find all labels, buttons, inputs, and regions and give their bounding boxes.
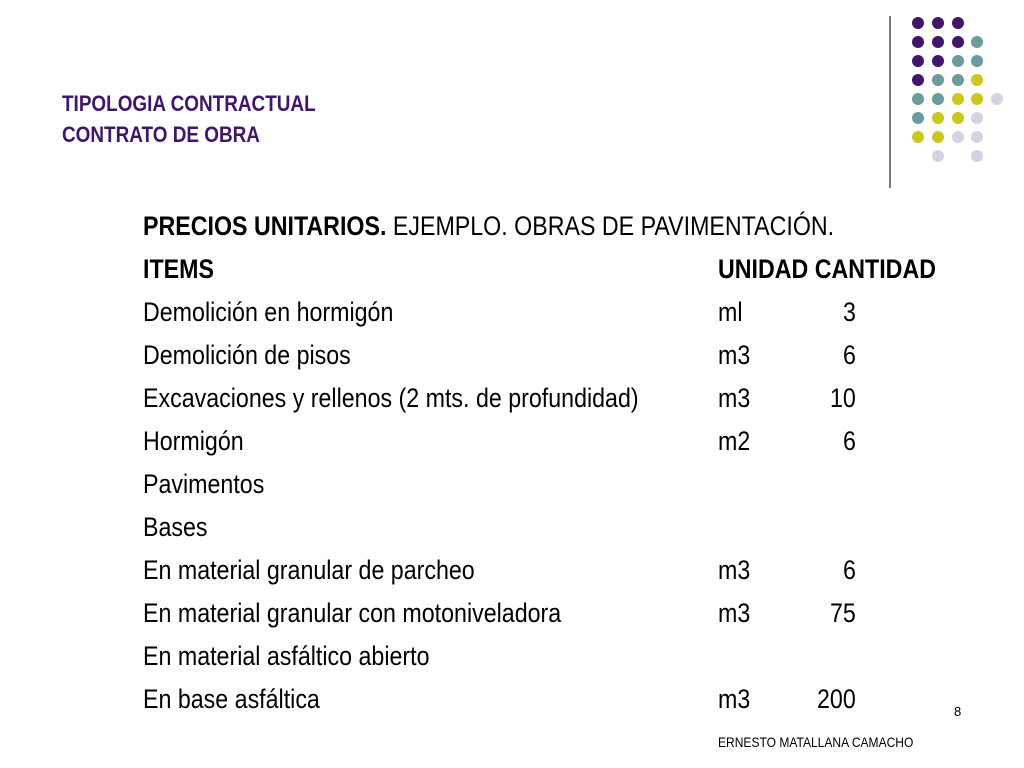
decorative-dot [932, 36, 944, 48]
row-item: Excavaciones y rellenos (2 mts. de profundidad) [143, 383, 639, 413]
row-quantity: 75 [830, 598, 856, 628]
decorative-dot [932, 55, 944, 67]
decorative-dot [971, 150, 983, 162]
row-item: Bases [143, 512, 208, 542]
decorative-dot [952, 93, 964, 105]
decorative-dot [932, 93, 944, 105]
decorative-dot [932, 17, 944, 29]
title-line-2: CONTRATO DE OBRA [62, 122, 260, 147]
row-item: Pavimentos [143, 469, 265, 499]
title-line-1: TIPOLOGIA CONTRACTUAL [62, 91, 316, 116]
heading-row [143, 205, 973, 248]
row-unit: ml [718, 297, 743, 327]
decorative-dot [952, 36, 964, 48]
decorative-dot [932, 112, 944, 124]
row-unit: m3 [718, 340, 751, 370]
decorative-dot [971, 131, 983, 143]
decorative-dot [952, 55, 964, 67]
decorative-dot [971, 93, 983, 105]
page-number: 8 [954, 704, 962, 719]
decorative-dot [932, 150, 944, 162]
table-row [143, 377, 973, 420]
row-item: En base asfáltica [143, 684, 320, 714]
table-row [143, 463, 973, 506]
header-unit-qty: UNIDAD CANTIDAD [718, 254, 936, 284]
row-item: Demolición en hormigón [143, 297, 394, 327]
table-row [143, 678, 973, 721]
decorative-dot [991, 93, 1003, 105]
decorative-dot [952, 112, 964, 124]
table-row [143, 635, 973, 678]
decorative-dot [952, 74, 964, 86]
table-row [143, 291, 973, 334]
decorative-dot [912, 131, 924, 143]
table-header [143, 248, 973, 291]
decorative-dot [912, 93, 924, 105]
table-body [143, 291, 973, 721]
table-row [143, 549, 973, 592]
table-row [143, 420, 973, 463]
decorative-dot [912, 55, 924, 67]
decorative-dot [971, 74, 983, 86]
decorative-dot [912, 17, 924, 29]
vertical-divider [889, 16, 891, 188]
decorative-dot [932, 74, 944, 86]
decorative-dot [912, 74, 924, 86]
row-unit: m3 [718, 555, 751, 585]
heading-rest: EJEMPLO. OBRAS DE PAVIMENTACIÓN. [386, 211, 835, 241]
row-item: En material asfáltico abierto [143, 641, 430, 671]
row-item: En material granular con motoniveladora [143, 598, 562, 628]
heading-bold: PRECIOS UNITARIOS. [143, 211, 387, 241]
row-unit: m3 [718, 383, 751, 413]
row-quantity: 10 [830, 383, 856, 413]
table-row [143, 592, 973, 635]
row-item: Demolición de pisos [143, 340, 351, 370]
decorative-dot [912, 36, 924, 48]
row-unit: m3 [718, 684, 751, 714]
row-unit: m2 [718, 426, 751, 456]
decorative-dot [971, 112, 983, 124]
decorative-dot [952, 131, 964, 143]
row-quantity: 6 [843, 555, 856, 585]
row-quantity: 6 [843, 426, 856, 456]
row-item: En material granular de parcheo [143, 555, 475, 585]
row-quantity: 200 [817, 684, 856, 714]
row-item: Hormigón [143, 426, 244, 456]
table-row [143, 334, 973, 377]
header-items: ITEMS [143, 254, 214, 284]
decorative-dot [932, 131, 944, 143]
decorative-dot [952, 17, 964, 29]
price-list [143, 205, 973, 721]
slide-title [62, 88, 316, 150]
table-row [143, 506, 973, 549]
decorative-dot [971, 55, 983, 67]
row-quantity: 3 [843, 297, 856, 327]
footer-author: ERNESTO MATALLANA CAMACHO [718, 734, 914, 750]
row-quantity: 6 [843, 340, 856, 370]
row-unit: m3 [718, 598, 751, 628]
decorative-dot [971, 36, 983, 48]
decorative-dot [912, 112, 924, 124]
